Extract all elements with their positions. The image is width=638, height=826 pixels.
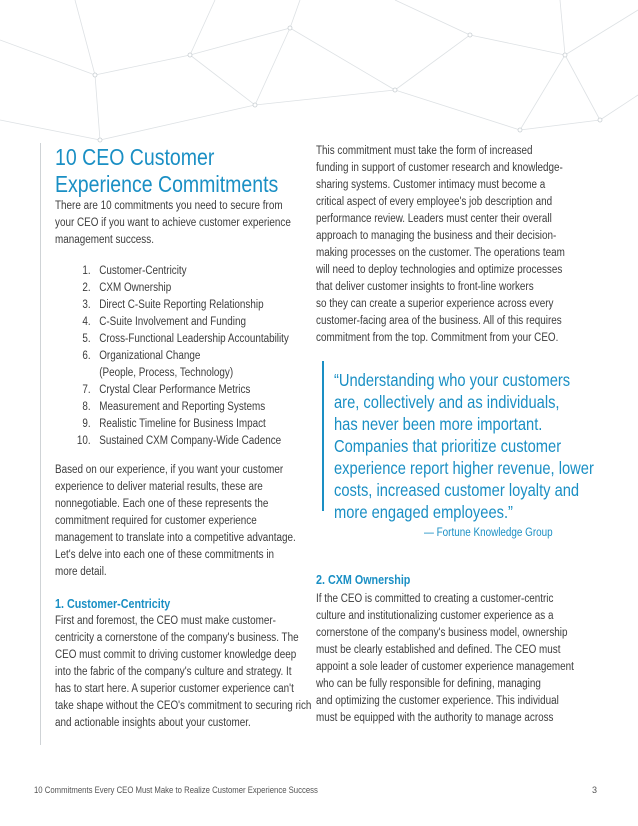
list-label: Cross-Functional Leadership Accountability xyxy=(99,333,289,345)
list-label: Direct C-Suite Reporting Relationship xyxy=(99,299,264,311)
text-line: take shape without the CEO's commitment to securing rich xyxy=(55,700,312,712)
text-line: customer-facing area of the business. All of this requires xyxy=(316,315,562,327)
list-number: 8. xyxy=(82,401,91,413)
list-number: 4. xyxy=(82,316,91,328)
footer-text: 10 Commitments Every CEO Must Make to Realize Customer Experience Success xyxy=(34,785,318,795)
list-label: Measurement and Reporting Systems xyxy=(99,401,266,413)
text-line: commitment required for customer experience xyxy=(55,515,257,527)
list-item xyxy=(76,280,289,297)
list-number: 5. xyxy=(82,333,91,345)
text-line: that deliver customer insights to front-line workers xyxy=(316,281,534,293)
list-item xyxy=(76,348,289,365)
network-decoration xyxy=(0,0,638,160)
text-line: Based on our experience, if you want your customer xyxy=(55,464,284,476)
list-label: Organizational Change xyxy=(99,350,201,362)
text-line: nonnegotiable. Each one of these represents the xyxy=(55,498,269,510)
heading-text: 2. CXM Ownership xyxy=(316,573,411,587)
list-number: 3. xyxy=(82,299,91,311)
text-line: your CEO if you want to achieve customer experience xyxy=(55,217,291,229)
text-line: more detail. xyxy=(55,566,107,578)
title-line: Experience Commitments xyxy=(55,171,279,197)
page-number: 3 xyxy=(592,785,598,795)
text-line: funding in support of customer research and knowledge- xyxy=(316,162,563,174)
text-line: who can be fully responsible for defining, managing xyxy=(316,678,541,690)
list-label: CXM Ownership xyxy=(99,282,172,294)
quote-attribution xyxy=(424,527,574,539)
text-line: will need to deploy technologies and optimize processes xyxy=(316,264,563,276)
text-line: must be clearly established and defined. The CEO must xyxy=(316,644,561,656)
heading-text: 1. Customer-Centricity xyxy=(55,597,171,611)
text-line: making processes on the customer. The operations team xyxy=(316,247,565,259)
list-item xyxy=(76,331,289,348)
attribution-text: — Fortune Knowledge Group xyxy=(424,527,553,539)
intro-paragraph xyxy=(55,198,329,249)
text-line: so they can create a superior experience across every xyxy=(316,298,554,310)
text-line: culture and institutionalizing customer experience as a xyxy=(316,610,554,622)
list-label: C-Suite Involvement and Funding xyxy=(99,316,247,328)
pull-quote xyxy=(334,369,638,523)
text-line: performance review. Leaders must center their overall xyxy=(316,213,552,225)
text-line: experience to deliver material results, these are xyxy=(55,481,263,493)
list-sublabel: (People, Process, Technology) xyxy=(99,367,234,379)
text-line: appoint a sole leader of customer experience management xyxy=(316,661,574,673)
experience-paragraph xyxy=(55,462,335,581)
cxm-ownership-paragraph xyxy=(316,591,616,727)
quote-line: experience report higher revenue, lower xyxy=(334,458,594,478)
quote-line: has never been more important. xyxy=(334,414,543,434)
list-number: 9. xyxy=(82,418,91,430)
text-line: centricity a cornerstone of the company's business. The xyxy=(55,632,299,644)
text-line: First and foremost, the CEO must make customer- xyxy=(55,615,276,627)
list-number: 7. xyxy=(82,384,91,396)
list-number: 2. xyxy=(82,282,91,294)
quote-line: Companies that prioritize customer xyxy=(334,436,562,456)
text-line: management success. xyxy=(55,234,154,246)
quote-line: costs, increased customer loyalty and xyxy=(334,480,580,500)
list-label: Sustained CXM Company-Wide Cadence xyxy=(99,435,282,447)
text-line: There are 10 commitments you need to secure from xyxy=(55,200,283,212)
text-line: into the fabric of the company's culture and strategy. It xyxy=(55,666,292,678)
text-line: has to start here. A superior customer experience can't xyxy=(55,683,294,695)
text-line: Let's delve into each one of these commitments in xyxy=(55,549,275,561)
list-item xyxy=(76,433,289,450)
list-item xyxy=(76,297,289,314)
list-number: 1. xyxy=(82,265,91,277)
list-label: Customer-Centricity xyxy=(99,265,187,277)
list-item xyxy=(76,382,289,399)
list-number: 10. xyxy=(76,435,91,447)
text-line: sharing systems. Customer intimacy must become a xyxy=(316,179,546,191)
right-column-intro xyxy=(316,143,605,347)
text-line: If the CEO is committed to creating a customer-centric xyxy=(316,593,554,605)
text-line: must be equipped with the authority to manage across xyxy=(316,712,554,724)
list-item xyxy=(76,263,289,280)
list-item xyxy=(76,399,289,416)
text-line: and optimizing the customer experience. This individual xyxy=(316,695,559,707)
list-item xyxy=(76,416,289,433)
text-line: This commitment must take the form of increased xyxy=(316,145,533,157)
page-title xyxy=(55,144,324,198)
section-heading-customer-centricity xyxy=(55,597,189,611)
customer-centricity-paragraph xyxy=(55,613,353,732)
quote-line: are, collectively and as individuals, xyxy=(334,392,560,412)
text-line: CEO must commit to driving customer knowledge deep xyxy=(55,649,297,661)
text-line: approach to managing the business and their decision- xyxy=(316,230,557,242)
text-line: management to translate into a competitive advantage. xyxy=(55,532,296,544)
quote-accent-bar xyxy=(322,361,324,511)
text-line: commitment from the top. Commitment from your CEO. xyxy=(316,332,559,344)
list-item xyxy=(76,314,289,331)
list-number: 6. xyxy=(82,350,91,362)
commitments-list xyxy=(76,263,324,450)
text-line: critical aspect of every employee's job description and xyxy=(316,196,553,208)
text-line: cornerstone of the company's business model, ownership xyxy=(316,627,568,639)
left-column-rule xyxy=(40,143,41,745)
list-label: Realistic Timeline for Business Impact xyxy=(99,418,266,430)
list-label: Crystal Clear Performance Metrics xyxy=(99,384,251,396)
title-line: 10 CEO Customer xyxy=(55,144,215,170)
text-line: and actionable insights about your customer. xyxy=(55,717,251,729)
page-footer xyxy=(34,785,364,795)
quote-line: “Understanding who your customers xyxy=(334,370,571,390)
section-heading-cxm-ownership xyxy=(316,573,426,587)
quote-line: more engaged employees.” xyxy=(334,502,513,522)
